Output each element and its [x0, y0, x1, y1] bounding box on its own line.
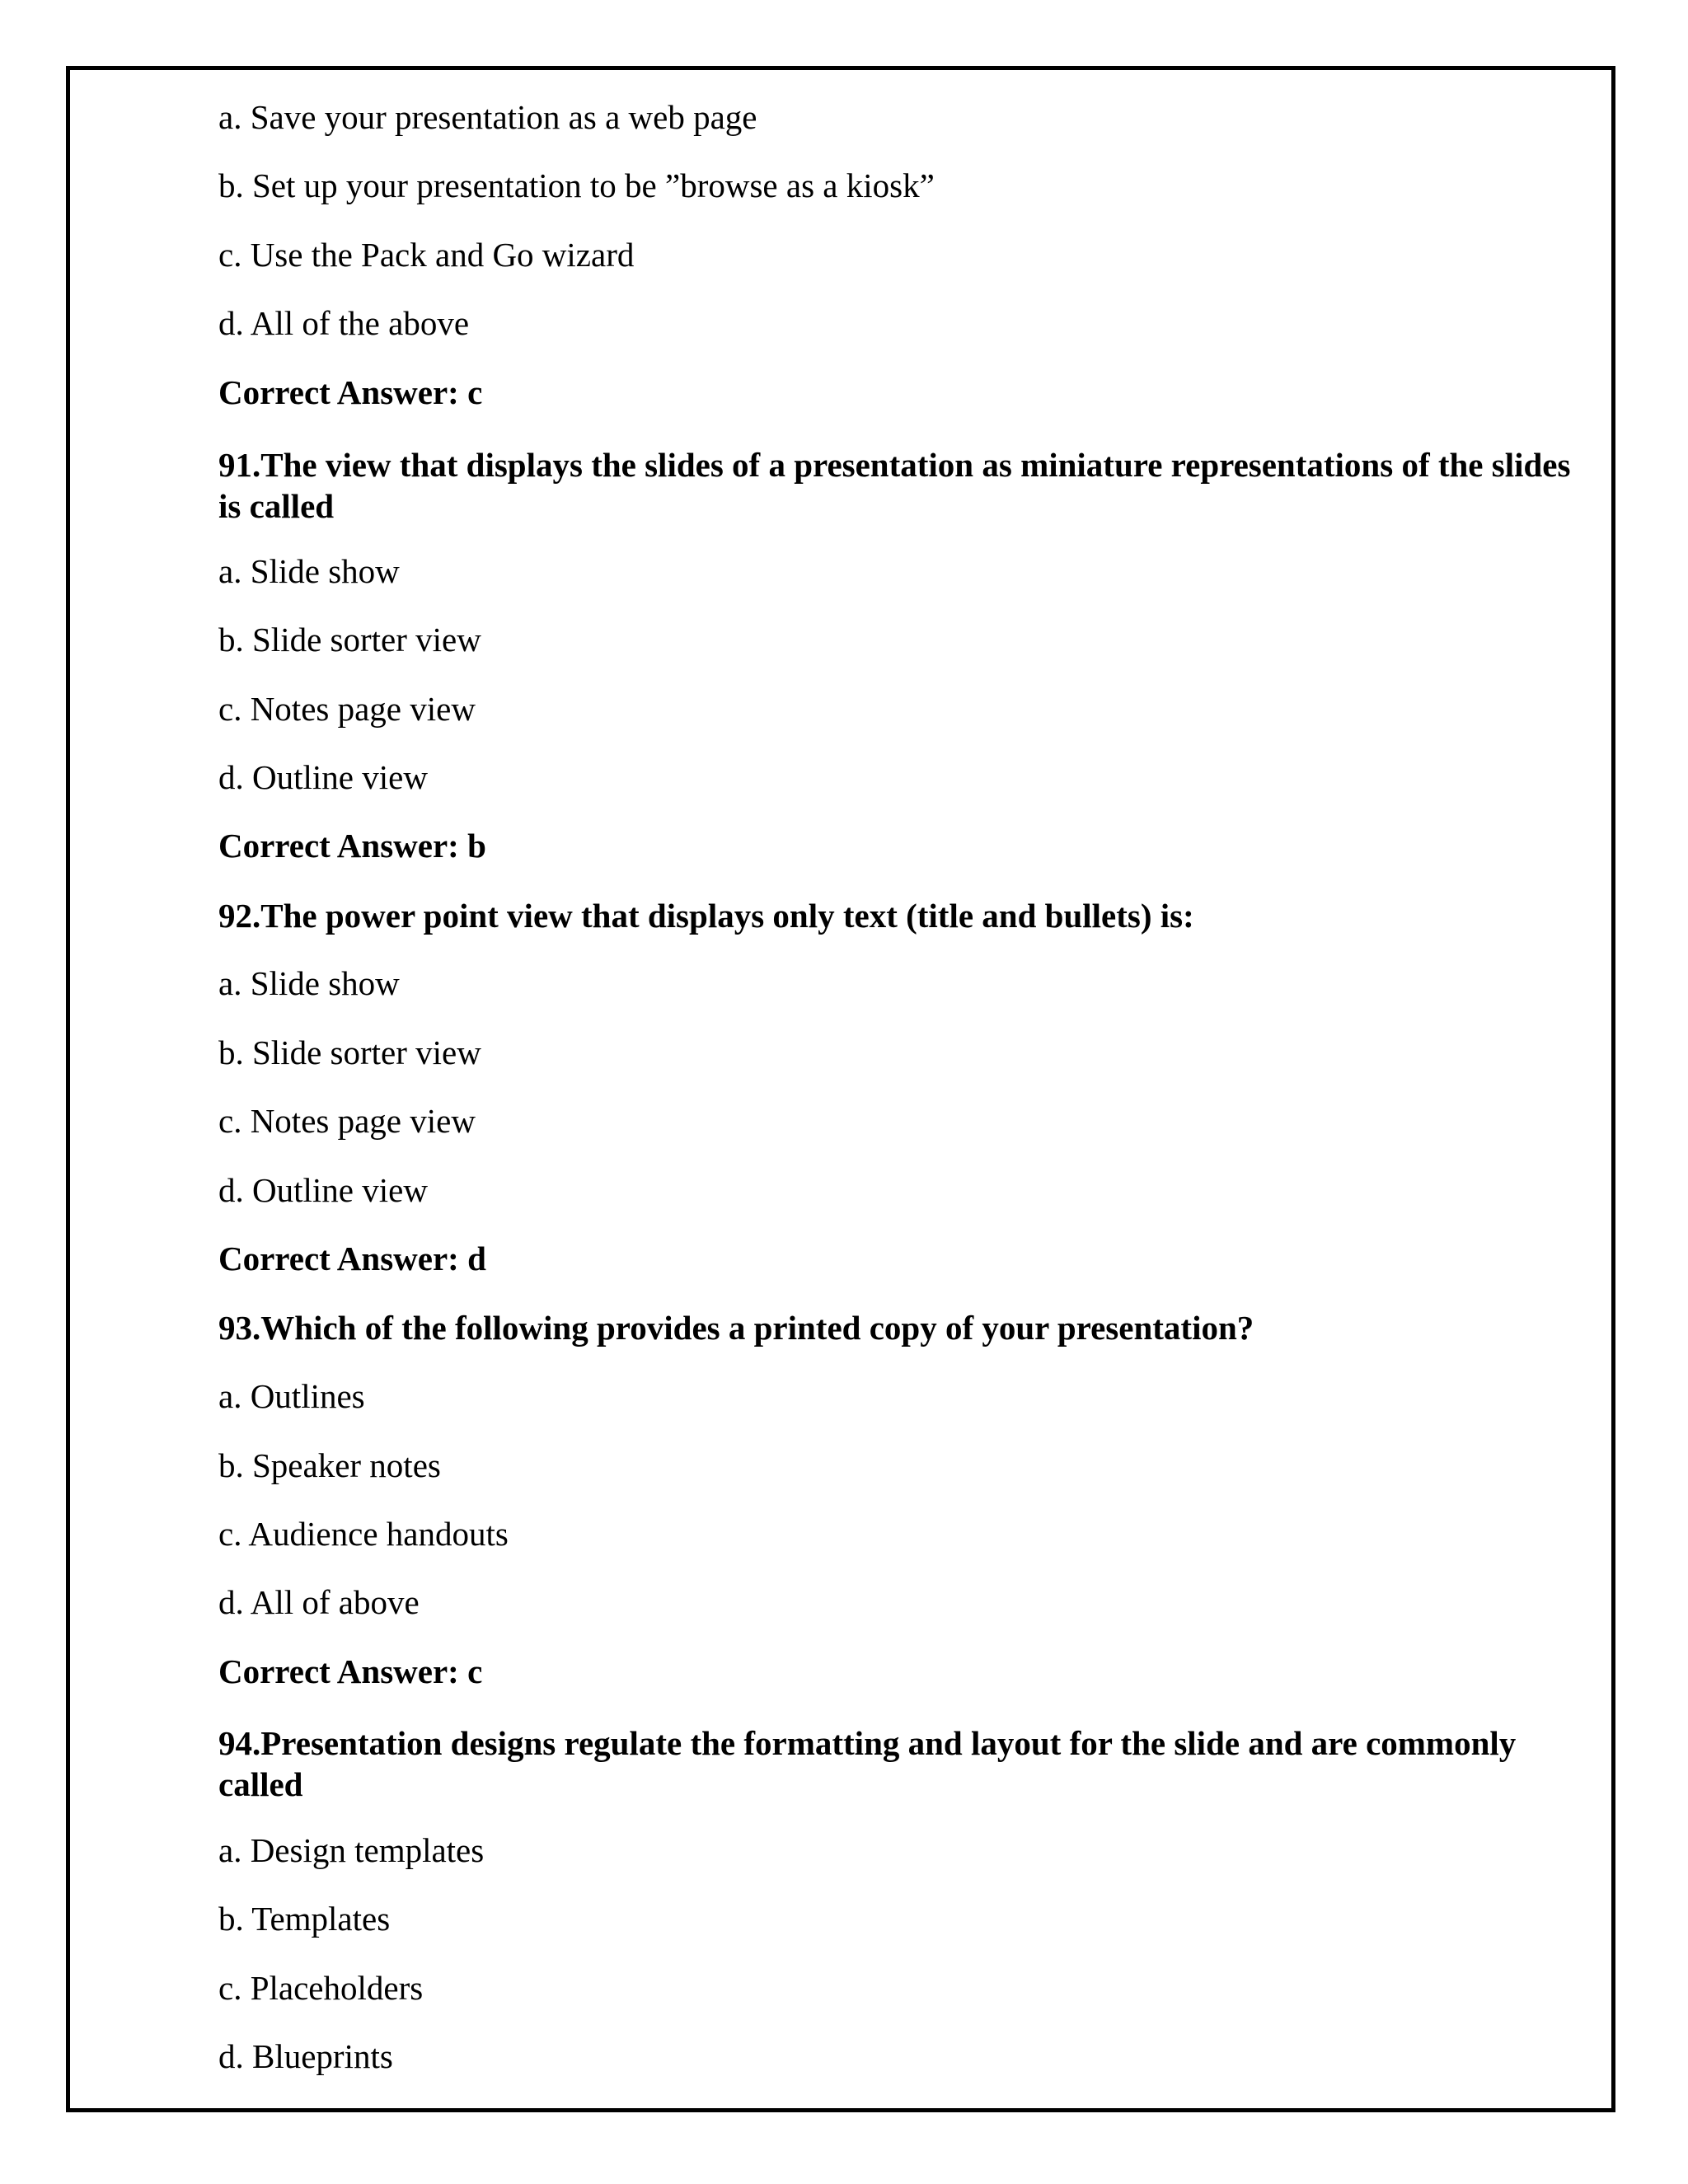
option-text: a. Slide show — [218, 964, 400, 1002]
option-text: d. Outline view — [218, 758, 428, 796]
option-text: d. All of above — [218, 1583, 420, 1621]
option-text: b. Set up your presentation to be ”browse as a kiosk” — [218, 166, 935, 204]
option-text: a. Slide show — [218, 552, 400, 590]
correct-answer: Correct Answer: c — [218, 373, 483, 411]
option-text: d. Blueprints — [218, 2037, 393, 2075]
correct-answer: Correct Answer: d — [218, 1240, 486, 1277]
option-text: a. Design templates — [218, 1831, 485, 1869]
option-text: c. Placeholders — [218, 1969, 424, 2007]
question-text: 92.The power point view that displays only text (title and bullets) is: — [218, 897, 1194, 935]
option-text: d. All of the above — [218, 304, 470, 342]
option-text: a. Save your presentation as a web page — [218, 98, 757, 136]
question-text: 91.The view that displays the slides of a presentation as miniature representations of the slides is called — [218, 446, 1571, 525]
question-text: 94.Presentation designs regulate the formatting and layout for the slide and are commonly called — [218, 1724, 1517, 1803]
option-text: b. Slide sorter view — [218, 1033, 481, 1071]
question-text: 93.Which of the following provides a printed copy of your presentation? — [218, 1309, 1254, 1347]
option-text: a. Outlines — [218, 1377, 365, 1415]
option-text: b. Speaker notes — [218, 1446, 441, 1484]
option-text: c. Use the Pack and Go wizard — [218, 236, 635, 274]
option-text: c. Notes page view — [218, 1102, 476, 1140]
option-text: d. Outline view — [218, 1171, 428, 1209]
correct-answer: Correct Answer: c — [218, 1652, 483, 1690]
option-text: c. Notes page view — [218, 690, 476, 728]
correct-answer: Correct Answer: b — [218, 827, 486, 865]
option-text: c. Audience handouts — [218, 1515, 509, 1553]
option-text: b. Templates — [218, 1900, 391, 1938]
option-text: b. Slide sorter view — [218, 621, 481, 658]
